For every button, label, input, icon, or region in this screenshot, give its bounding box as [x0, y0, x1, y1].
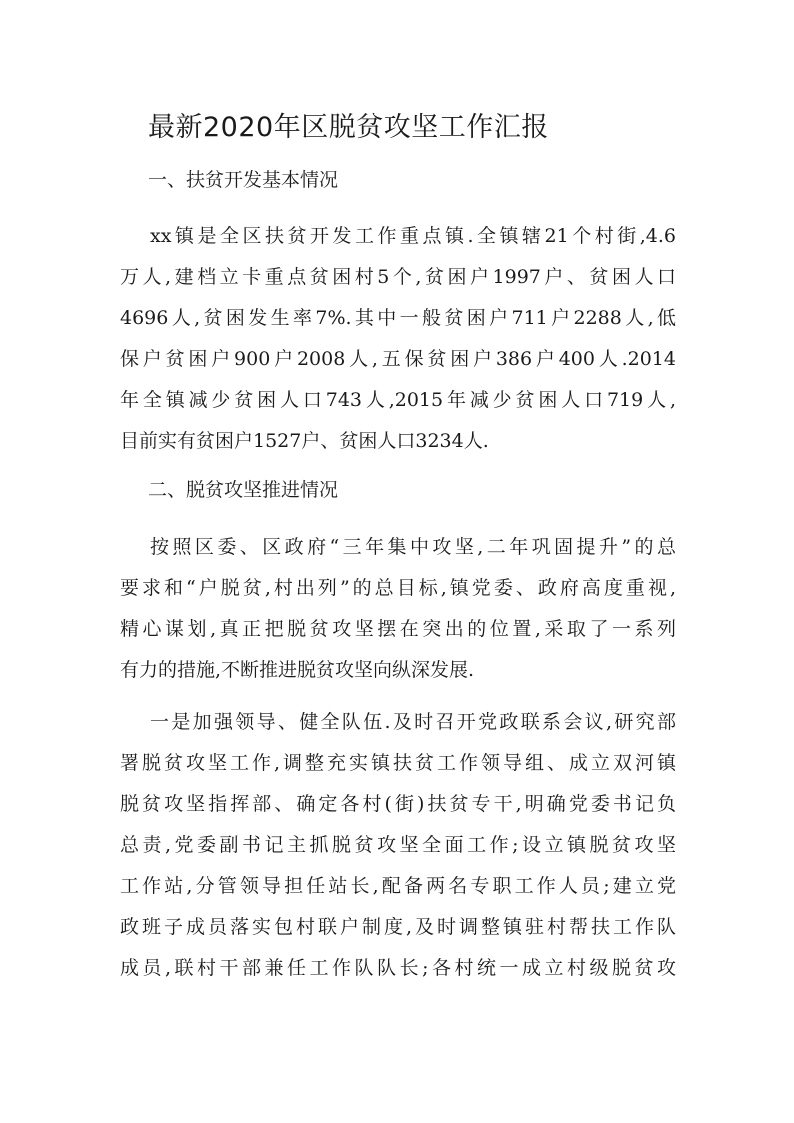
paragraph-line: 按照区委、区政府“三年集中攻坚,二年巩固提升”的总 — [150, 536, 676, 558]
paragraph-leadership — [120, 702, 676, 989]
paragraph-line: 一是加强领导、健全队伍.及时召开党政联系会议,研究部 — [150, 711, 676, 733]
document-title: 最新2020年区脱贫攻坚工作汇报 — [148, 112, 549, 143]
section-heading-basic-situation: 一、扶贫开发基本情况 — [148, 169, 339, 191]
paragraph-line: 精心谋划,真正把脱贫攻坚摆在突出的位置,采取了一系列 — [120, 618, 676, 640]
paragraph-line: 署脱贫攻坚工作,调整充实镇扶贫工作领导组、成立双河镇 — [120, 752, 676, 774]
paragraph-line: 政班子成员落实包村联户制度,及时调整镇驻村帮扶工作队 — [120, 916, 676, 938]
paragraph-basic-situation — [120, 216, 676, 462]
section-heading-progress: 二、脱贫攻坚推进情况 — [148, 479, 339, 501]
paragraph-line: 万人,建档立卡重点贫困村5个,贫困户1997户、贫困人口 — [120, 266, 676, 288]
paragraph-line: 总责,党委副书记主抓脱贫攻坚全面工作;设立镇脱贫攻坚 — [120, 834, 676, 856]
paragraph-line: 要求和“户脱贫,村出列”的总目标,镇党委、政府高度重视, — [120, 577, 676, 599]
paragraph-line: xx镇是全区扶贫开发工作重点镇.全镇辖21个村街,4.6 — [150, 225, 676, 247]
paragraph-progress-intro — [120, 527, 676, 691]
paragraph-line: 有力的措施,不断推进脱贫攻坚向纵深发展. — [120, 659, 475, 681]
paragraph-line: 脱贫攻坚指挥部、确定各村(街)扶贫专干,明确党委书记负 — [120, 793, 676, 815]
paragraph-line: 年全镇减少贫困人口743人,2015年减少贫困人口719人, — [120, 389, 676, 411]
paragraph-line: 保户贫困户900户2008人,五保贫困户386户400人.2014 — [120, 348, 676, 370]
paragraph-line: 目前实有贫困户1527户、贫困人口3234人. — [120, 430, 489, 452]
paragraph-line: 工作站,分管领导担任站长,配备两名专职工作人员;建立党 — [120, 875, 676, 897]
paragraph-line: 成员,联村干部兼任工作队队长;各村统一成立村级脱贫攻 — [120, 957, 676, 979]
paragraph-line: 4696人,贫困发生率7%.其中一般贫困户711户2288人,低 — [120, 307, 676, 329]
